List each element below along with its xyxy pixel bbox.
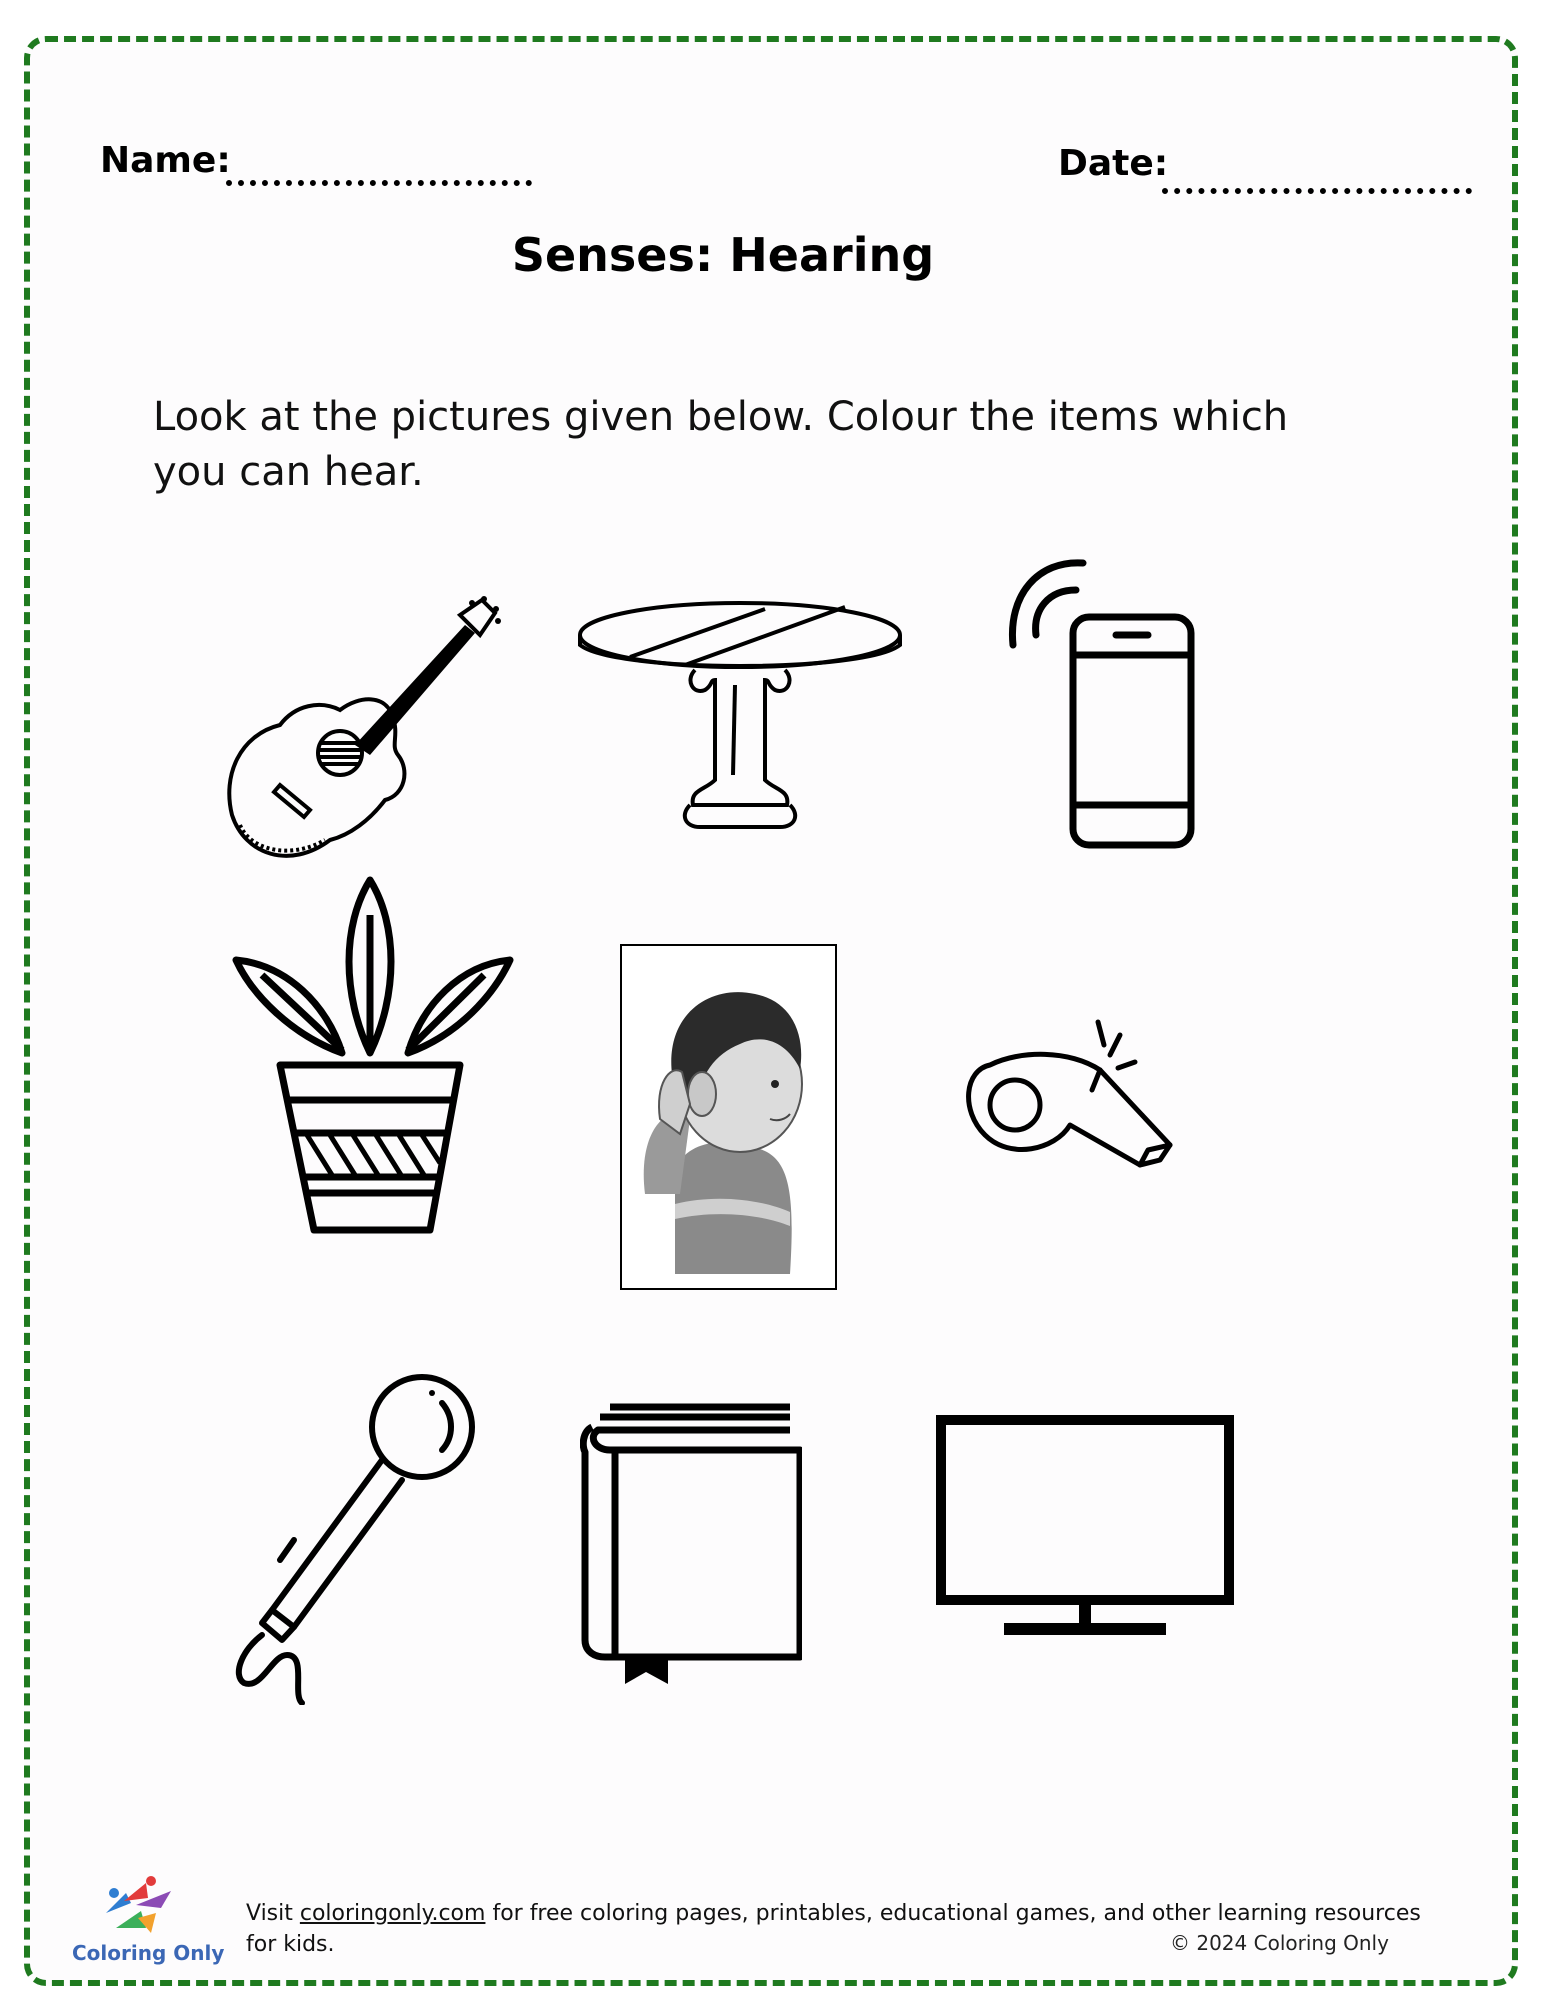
television-icon[interactable] — [936, 1415, 1234, 1637]
date-field[interactable] — [1162, 188, 1472, 194]
logo-text: Coloring Only — [72, 1941, 225, 1965]
potted-plant-icon[interactable] — [232, 875, 514, 1235]
guitar-icon[interactable] — [220, 595, 510, 875]
name-label: Name: — [100, 140, 231, 181]
footer-visit-suffix: for free coloring pages, printables, educational games, and other learning resources for kids. — [246, 1901, 1421, 1957]
book-icon[interactable] — [580, 1402, 802, 1684]
name-field[interactable] — [226, 180, 532, 186]
footer-visit-prefix: Visit — [246, 1901, 300, 1926]
copyright-text: © 2024 Coloring Only — [1170, 1931, 1389, 1955]
website-link[interactable]: coloringonly.com — [299, 1901, 486, 1926]
instruction-text: Look at the pictures given below. Colour the items which you can hear. — [153, 394, 1289, 495]
mobile-phone-icon[interactable] — [1008, 555, 1198, 850]
whistle-icon[interactable] — [960, 1010, 1180, 1170]
microphone-icon[interactable] — [232, 1365, 484, 1705]
coloring-only-logo — [96, 1873, 191, 1938]
page-title: Senses: Hearing — [511, 228, 935, 282]
boy-listening-picture[interactable] — [620, 944, 837, 1290]
table-icon[interactable] — [575, 595, 905, 840]
date-label: Date: — [1058, 143, 1169, 184]
